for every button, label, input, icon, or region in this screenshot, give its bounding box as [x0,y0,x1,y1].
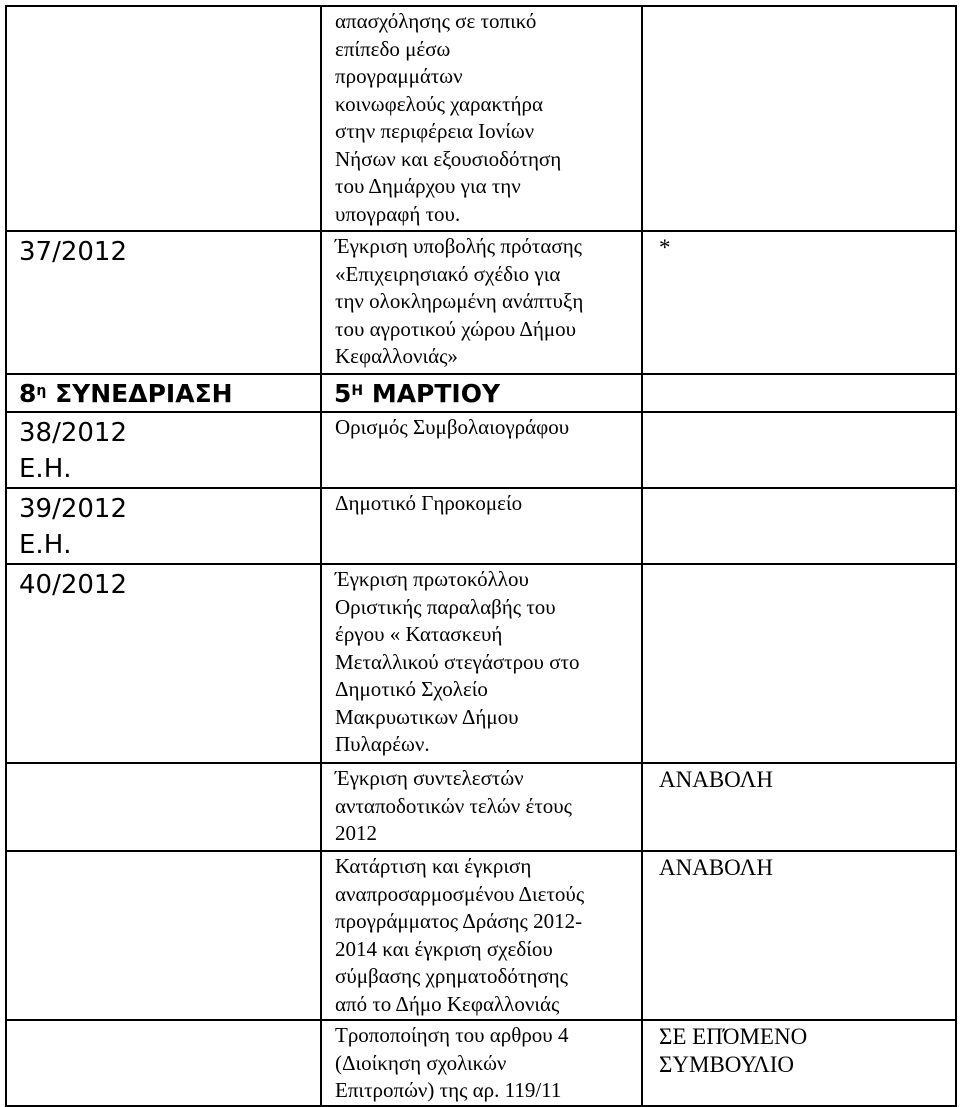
session-date-cell [321,374,642,412]
decision-description: απασχόλησης σε τοπικό επίπεδο μέσω προγραμμάτων κοινωφελούς χαρακτήρα στην περιφέρεια Ιονίων Νήσων και εξουσιοδότηση του Δημάρχου για την υπογραφή του. [335,9,562,226]
decision-description-cell [321,564,642,763]
decision-description-cell [321,412,642,488]
decision-id-cell [6,231,321,374]
table-row [6,763,956,851]
session-number: 8 [19,379,37,408]
decision-description: Κατάρτιση και έγκριση αναπροσαρμοσμένου Διετούς προγράμματος Δράσης 2012- 2014 και έγκριση σχεδίου σύμβασης χρηματοδότησης από το Δήμο Κεφαλλονιάς [335,854,585,1016]
decision-description: Έγκριση συντελεστών ανταποδοτικών τελών έτους 2012 [335,766,572,845]
decision-status-cell [642,1020,956,1106]
decision-status: ΑΝΑΒΟΛΗ [659,767,773,792]
decision-description: Έγκριση υποβολής πρότασης «Επιχειρησιακό σχέδιο για την ολοκληρωμένη ανάπτυξη του αγροτικού χώρου Δήμου Κεφαλλονιάς» [335,234,584,368]
table-row [6,564,956,763]
decision-id-cell [6,488,321,564]
session-date [322,375,641,411]
decision-status-cell [642,851,956,1020]
decision-id-cell [6,6,321,231]
decision-status: ΑΝΑΒΟΛΗ [659,855,773,880]
decision-id-cell [6,564,321,763]
decision-description: Τροποποίηση του αρθρου 4 (Διοίκηση σχολικών Επιτροπών) της αρ. 119/11 [335,1023,569,1102]
decision-status [643,413,955,415]
decision-id [7,7,320,9]
session-header-row [6,374,956,412]
decision-description-cell [321,231,642,374]
decision-description-cell [321,6,642,231]
decision-status: ΣΕ ΕΠΌΜΕΝΟ ΣΥΜΒΟΥΛΙΟ [659,1024,808,1077]
decision-description-cell [321,488,642,564]
decision-id [7,764,320,766]
session-title [7,375,320,411]
decision-id [7,1021,320,1023]
table-row [6,1020,956,1106]
decisions-table [5,5,957,1107]
session-date-month: ΜΑΡΤΙΟΥ [363,379,501,408]
decision-id-cell [6,763,321,851]
decision-id: 37/2012 [19,237,128,267]
decision-description-cell [321,851,642,1020]
decision-status-cell [642,231,956,374]
decision-id: 39/2012 Ε.Η. [19,494,128,560]
table-row [6,231,956,374]
decision-id: 38/2012 Ε.Η. [19,418,128,484]
session-empty-cell [642,374,956,412]
decision-status-cell [642,412,956,488]
decision-id-cell [6,851,321,1020]
session-number-suffix: η [36,383,47,399]
table-row [6,6,956,231]
session-date-suffix: Η [351,383,364,399]
decision-status-cell [642,488,956,564]
decision-status [643,489,955,491]
decision-description: Ορισμός Συμβολαιογράφου [335,415,570,439]
decision-status-cell [642,564,956,763]
decision-id-cell [6,1020,321,1106]
decision-description: Δημοτικό Γηροκομείο [335,491,523,515]
decision-description-cell [321,1020,642,1106]
decision-description: Έγκριση πρωτοκόλλου Οριστικής παραλαβής του έργου « Κατασκευή Μεταλλικού στεγάστρου στο Δημοτικό Σχολείο Μακρυωτικων Δήμου Πυλαρέων. [335,567,580,756]
table-row [6,851,956,1020]
session-number-cell [6,374,321,412]
decision-status [643,565,955,567]
decision-id [7,852,320,854]
session-label: ΣΥΝΕΔΡΙΑΣΗ [46,379,233,408]
decision-status-cell [642,6,956,231]
table-row [6,488,956,564]
decision-description-cell [321,763,642,851]
decision-status-cell [642,763,956,851]
session-date-number: 5 [334,379,352,408]
decision-id-cell [6,412,321,488]
table-row [6,412,956,488]
decision-id: 40/2012 [19,570,128,600]
decision-status [643,7,955,9]
decision-status: * [659,235,671,260]
